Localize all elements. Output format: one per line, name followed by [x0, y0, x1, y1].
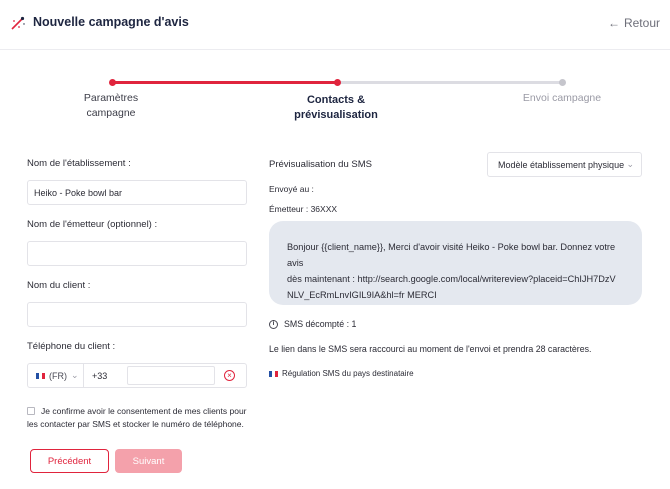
step-dot-envoi [559, 79, 566, 86]
sms-message-line: NLV_EcRmLnvIGIL9IA&hl=fr MERCI [287, 290, 437, 300]
phone-input[interactable] [127, 366, 215, 385]
consent-checkbox[interactable] [27, 407, 35, 415]
sms-count-row [269, 319, 356, 329]
step-dot-parametres [109, 79, 116, 86]
back-label: Retour [623, 16, 660, 30]
france-flag-icon [36, 373, 45, 379]
phone-row [27, 363, 247, 388]
step-label-line: prévisualisation [294, 109, 378, 121]
clear-phone-icon[interactable]: × [224, 370, 235, 381]
step-label-line: Envoi campagne [522, 92, 602, 104]
establishment-label: Nom de l'établissement : [27, 158, 131, 169]
previous-button[interactable]: Précédent [30, 449, 109, 473]
sms-bubble [269, 221, 642, 305]
chevron-down-icon: ⌄ [71, 370, 79, 380]
step-label-line: Paramètres [83, 92, 139, 104]
establishment-input[interactable]: Heiko - Poke bowl bar [27, 180, 247, 205]
stepper [0, 70, 670, 130]
link-note: Le lien dans le SMS sera raccourci au moment de l'envoi et prendra 28 caractères. [269, 344, 592, 354]
stepper-progress-done [112, 81, 337, 84]
client-name-input[interactable] [27, 302, 247, 327]
consent-checkbox-row[interactable] [27, 405, 252, 431]
sms-message-line: Bonjour {{client_name}}, Merci d'avoir visité Heiko - Poke bowl bar. Donnez votre avis [287, 242, 616, 268]
sender-label: Nom de l'émetteur (optionnel) : [27, 219, 158, 230]
step-label-parametres[interactable] [46, 91, 176, 121]
next-button[interactable]: Suivant [115, 449, 182, 473]
page-title: Nouvelle campagne d'avis [33, 15, 189, 29]
regulation-link-text: Régulation SMS du pays destinataire [282, 369, 414, 378]
dial-prefix: +33 [92, 370, 108, 381]
country-code: (FR) [49, 370, 67, 381]
sms-count-text: SMS décompté : 1 [284, 319, 357, 329]
country-select[interactable] [28, 364, 84, 387]
establishment-field-group [27, 158, 247, 205]
step-label-line: Contacts & [306, 94, 366, 106]
top-bar [0, 0, 670, 50]
template-select-value: Modèle établissement physique [498, 159, 625, 170]
regulation-link[interactable] [269, 369, 414, 378]
sender-input[interactable] [27, 241, 247, 266]
info-icon: i [269, 320, 278, 329]
client-label: Nom du client : [27, 280, 91, 291]
back-button[interactable] [608, 16, 660, 30]
client-field-group [27, 280, 247, 327]
step-label-envoi [497, 91, 627, 106]
phone-field-group [27, 341, 247, 388]
phone-label: Téléphone du client : [27, 341, 116, 352]
chevron-down-icon: ⌄ [626, 159, 634, 169]
consent-text: Je confirme avoir le consentement de mes clients pour les contacter par SMS et stocker le numéro de téléphone. [27, 406, 247, 429]
preview-title: Prévisualisation du SMS [269, 159, 372, 170]
logo-icon [10, 15, 26, 31]
step-dot-contacts [334, 79, 341, 86]
sender-text: Émetteur : 36XXX [269, 204, 338, 214]
stepper-progress-todo [337, 81, 562, 84]
sender-field-group [27, 219, 247, 266]
sent-to-text: Envoyé au : [269, 184, 314, 194]
step-label-contacts [271, 93, 401, 123]
france-flag-icon [269, 371, 278, 377]
template-select[interactable] [487, 152, 642, 177]
sms-message-line: dès maintenant : http://search.google.com/local/writereview?placeid=ChIJH7DzV [287, 274, 616, 284]
step-label-line: campagne [86, 107, 136, 119]
arrow-left-icon: ← [607, 16, 620, 30]
